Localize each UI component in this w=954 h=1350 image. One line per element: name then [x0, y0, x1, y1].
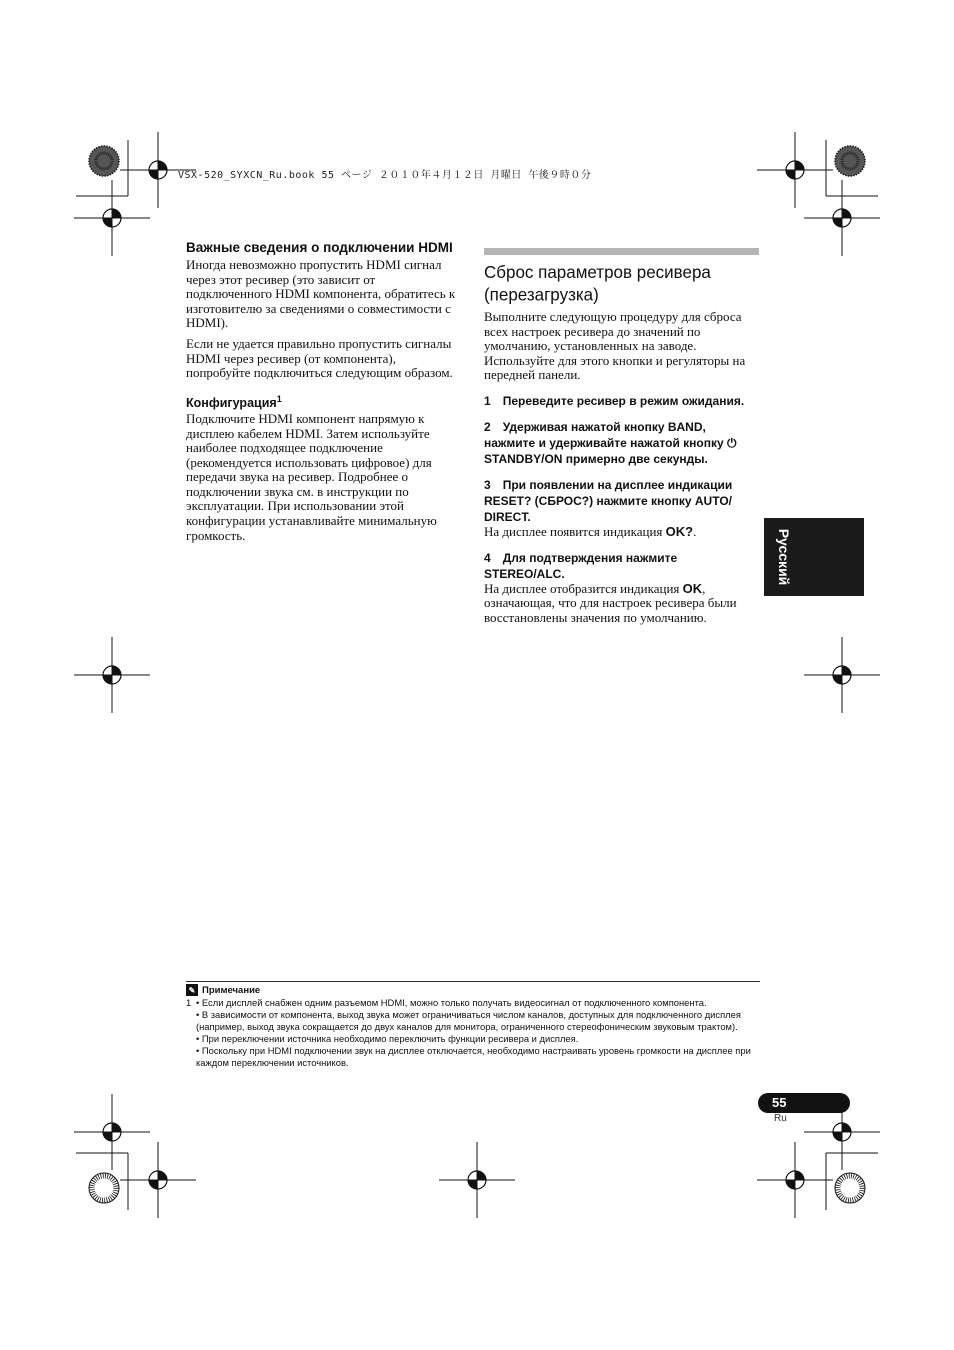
- registration-cross-mark: [120, 1142, 196, 1218]
- registration-star-mark: [89, 146, 119, 176]
- note-number: [186, 1033, 196, 1045]
- step-text: При появлении на дисплее индикации RESET? (СБРОС?) нажмите кнопку AUTO/ DIRECT.: [484, 477, 733, 524]
- note-pencil-icon: ✎: [186, 984, 198, 996]
- footnote-ref: 1: [276, 393, 282, 404]
- note-header: [186, 984, 260, 996]
- note-list: [186, 997, 766, 1069]
- section-bar: [484, 248, 759, 255]
- step-4-result: [484, 582, 760, 626]
- result-text: , означающая, что для настроек ресивера были восстановлены значения по умолчанию.: [484, 580, 737, 625]
- display-code: OK?: [665, 523, 694, 539]
- registration-cross-mark: [439, 1142, 515, 1218]
- registration-cross-mark: [74, 637, 150, 713]
- note-divider: [186, 981, 760, 982]
- registration-cross-mark: [757, 1142, 833, 1218]
- registration-cross-mark: [804, 180, 880, 256]
- note-number: 1: [186, 997, 192, 1008]
- result-text: На дисплее появится индикация: [484, 523, 666, 539]
- note-label: Примечание: [202, 984, 261, 996]
- step-number: 2: [484, 419, 491, 434]
- page-number-badge: [758, 1093, 850, 1113]
- registration-cross-mark: [757, 132, 833, 208]
- note-item: [186, 1045, 766, 1069]
- step-2: [484, 419, 760, 467]
- registration-cross-mark: [804, 637, 880, 713]
- left-column: [186, 240, 462, 549]
- page-number: 55: [772, 1095, 787, 1110]
- step-3-result: [484, 525, 760, 540]
- paragraph: Подключите HDMI компонент напрямую к дисплею кабелем HDMI. Затем используйте наиболее подходящее подключение (рекомендуется использовать цифровое) для передачи звука на ресивер. Подробнее о подключении звука см. в инструкции по эксплуатации. При использовании этой конфигурации устанавливайте минимальную громкость.: [186, 410, 437, 543]
- note-text: • Поскольку при HDMI подключении звук на дисплее отключается, необходимо настраивать уровень громкости на дисплее при каждом переключении источников.: [196, 1045, 751, 1068]
- step-4: [484, 550, 760, 582]
- step-text: Для подтверждения нажмите STEREO/ALC.: [484, 550, 678, 581]
- print-file-header: VSX-520_SYXCN_Ru.book 55 ページ ２０１０年４月１２日 月曜日 午後９時０分: [178, 170, 592, 181]
- step-3: [484, 477, 760, 525]
- step-text: Переведите ресивер в режим ожидания.: [502, 393, 745, 408]
- note-item: [186, 1009, 766, 1033]
- subheading-configuration: [186, 391, 462, 411]
- language-tab: [764, 518, 864, 596]
- result-text: На дисплее отобразится индикация: [484, 580, 683, 596]
- note-text: • Если дисплей снабжен одним разъемом HDMI, можно только получать видеосигнал от подключенного компонента.: [196, 997, 707, 1008]
- note-text: • В зависимости от компонента, выход звука может ограничиваться числом каналов, доступных для подключенного дисплея (например, выход звука сокращается до двух каналов для монитора, ограниченного стереофоническим звуковым трактом).: [196, 1009, 741, 1032]
- registration-cross-mark: [74, 180, 150, 256]
- section-title-reset: Сброс параметров ресивера (перезагрузка): [484, 262, 711, 305]
- note-text: • При переключении источника необходимо переключить функции ресивера и дисплея.: [196, 1033, 579, 1044]
- result-text: .: [693, 523, 697, 539]
- step-number: 3: [484, 477, 491, 492]
- display-code: OK: [682, 580, 703, 596]
- language-tab-label: Русский: [776, 528, 792, 586]
- page-language: Ru: [774, 1113, 787, 1124]
- step-1: [484, 393, 760, 409]
- right-column: [484, 248, 760, 631]
- step-number: 4: [484, 550, 491, 565]
- paragraph: Если не удается правильно пропустить сигналы HDMI через ресивер (от компонента), попробуйте подключиться следующим образом.: [186, 335, 453, 381]
- step-number: 1: [484, 393, 491, 408]
- note-number: [186, 1045, 196, 1069]
- step-text: Удерживая нажатой кнопку BAND, нажмите и удерживайте нажатой кнопку ⏻ STANDBY/ON примерно две секунды.: [484, 419, 737, 466]
- note-number: [186, 1009, 196, 1033]
- registration-star-mark: [89, 1173, 119, 1203]
- registration-star-mark: [835, 146, 865, 176]
- paragraph: Выполните следующую процедуру для сброса всех настроек ресивера до значений по умолчанию, установленных на заводе. Используйте для этого кнопки и регуляторы на передней панели.: [484, 309, 746, 383]
- note-item: [186, 997, 766, 1009]
- registration-cross-mark: [74, 1094, 150, 1170]
- registration-star-mark: [835, 1173, 865, 1203]
- note-item: [186, 1033, 766, 1045]
- subheading-text: Конфигурация: [186, 395, 277, 410]
- paragraph: Иногда невозможно пропустить HDMI сигнал через этот ресивер (это зависит от подключенного HDMI компонента, обратитесь к изготовителю за сведениями о совместимости с HDMI).: [186, 257, 456, 331]
- section-heading-hdmi: Важные сведения о подключении HDMI: [186, 240, 453, 255]
